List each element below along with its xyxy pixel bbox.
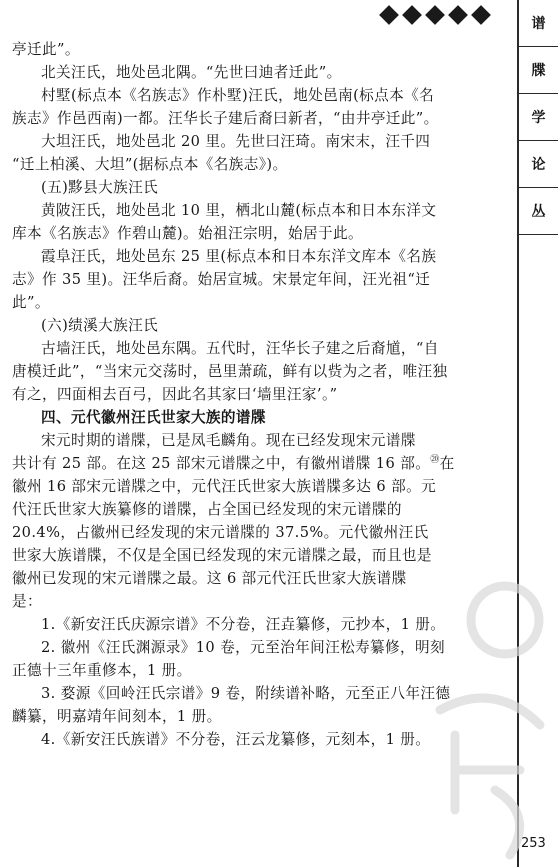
- text-line: [12, 245, 512, 268]
- text-line: [12, 429, 512, 452]
- text-line: [12, 130, 512, 153]
- text-line: [12, 268, 512, 291]
- side-tab-4: 论: [519, 141, 558, 188]
- side-running-title: [519, 0, 558, 235]
- text-line: [12, 84, 512, 107]
- body-text: [12, 38, 512, 751]
- text-line: [12, 314, 512, 337]
- text-line-content: 亭迁此”。: [12, 41, 80, 58]
- text-line: [12, 176, 512, 199]
- text-line-content: 此”。: [12, 294, 50, 311]
- text-line-content: 北关汪氏，地处邑北隅。“先世曰迪者迁此”。: [41, 64, 342, 81]
- text-line: [12, 153, 512, 176]
- text-line-continuation: 在: [439, 455, 455, 472]
- text-line: [12, 498, 512, 521]
- text-line: [12, 613, 512, 636]
- text-line: [12, 360, 512, 383]
- text-line-content: 古墙汪氏，地处邑东隅。五代时，汪华长子建之后裔馗，“自: [41, 340, 439, 357]
- text-line: [12, 61, 512, 84]
- side-tab-2: 牒: [519, 47, 558, 94]
- text-line-content: 3. 婺源《回岭汪氏宗谱》9 卷，附续谱补略，元至正八年汪德: [41, 685, 451, 702]
- header-ornament: [382, 5, 512, 27]
- diamond-icon: [402, 5, 422, 25]
- text-line: [12, 383, 512, 406]
- text-line: [12, 590, 512, 613]
- text-line-content: (六)绩溪大族汪氏: [41, 317, 159, 334]
- text-line: [12, 291, 512, 314]
- page-number: 253: [521, 836, 546, 851]
- diamond-icon: [425, 5, 445, 25]
- text-line-content: 黄陂汪氏，地处邑北 10 里，栖北山麓(标点本和日本东洋文: [41, 202, 437, 219]
- text-line-content: “迁上柏溪、大坦”(据标点本《名族志》)。: [12, 156, 288, 173]
- text-line-content: 徽州 16 部宋元谱牒之中，元代汪氏世家大族谱牒多达 6 部。元: [12, 478, 437, 495]
- text-line-content: (五)黟县大族汪氏: [41, 179, 159, 196]
- text-line: [12, 521, 512, 544]
- text-line: [12, 475, 512, 498]
- text-line-content: 共计有 25 部。在这 25 部宋元谱牒之中，有徽州谱牒 16 部。: [12, 455, 431, 472]
- text-line-content: 正德十三年重修本，1 册。: [12, 662, 192, 679]
- text-line-content: 霞阜汪氏，地处邑东 25 里(标点本和日本东洋文库本《名族: [41, 248, 437, 265]
- text-line: [12, 682, 512, 705]
- text-line: [12, 452, 512, 475]
- text-line-content: 志》作 35 里)。汪华后裔。始居宣城。宋景定年间，汪光祖“迁: [12, 271, 431, 288]
- footnote-marker: ⑳: [430, 455, 440, 466]
- text-line-content: 宋元时期的谱牒，已是凤毛麟角。现在已经发现宋元谱牒: [41, 432, 416, 449]
- diamond-icon: [471, 5, 491, 25]
- text-line-content: 世家大族谱牒，不仅是全国已经发现的宋元谱牒之最，而且也是: [12, 547, 432, 564]
- text-line-content: 有之，四面相去百弓，因此名其家曰‘墙里汪家’。”: [12, 386, 338, 403]
- text-line-content: 唐模迁此”，“当宋元交荡时，邑里萧疏，鲜有以赀为之者，唯汪独: [12, 363, 448, 380]
- text-line-content: 1.《新安汪氏庆源宗谱》不分卷，汪垚纂修，元抄本，1 册。: [41, 616, 446, 633]
- text-line-content: 村墅(标点本《名族志》作朴墅)汪氏，地处邑南(标点本《名: [41, 87, 435, 104]
- text-line: [12, 222, 512, 245]
- text-line: [12, 337, 512, 360]
- text-line: [12, 705, 512, 728]
- text-line: [12, 544, 512, 567]
- text-line-content: 四、元代徽州汪氏世家大族的谱牒: [41, 409, 266, 426]
- text-line-content: 麟纂，明嘉靖年间刻本，1 册。: [12, 708, 222, 725]
- diamond-icon: [448, 5, 468, 25]
- text-line-content: 族志》作邑西南)一都。汪华长子建后裔曰新者，“由井亭迁此”。: [12, 110, 439, 127]
- text-line-content: 20.4%，占徽州已经发现的宋元谱牒的 37.5%。元代徽州汪氏: [12, 524, 429, 541]
- text-line-content: 大坦汪氏，地处邑北 20 里。先世曰汪琦。南宋末，汪千四: [41, 133, 431, 150]
- side-tab-3: 学: [519, 94, 558, 141]
- text-line-content: 4.《新安汪氏族谱》不分卷，汪云龙纂修，元刻本，1 册。: [41, 731, 431, 748]
- text-line-content: 代汪氏世家大族纂修的谱牒，占全国已经发现的宋元谱牒的: [12, 501, 402, 518]
- side-tab-1: 谱: [519, 0, 558, 47]
- text-line: [12, 199, 512, 222]
- text-line: [12, 636, 512, 659]
- text-line: [12, 38, 512, 61]
- text-line: [12, 107, 512, 130]
- text-line: [12, 728, 512, 751]
- side-tab-5: 丛: [519, 188, 558, 235]
- text-line-content: 库本《名族志》作碧山麓)。始祖汪宗明，始居于此。: [12, 225, 363, 242]
- diamond-icon: [379, 5, 399, 25]
- text-line-content: 2. 徽州《汪氏渊源录》10 卷，元至治年间汪松寿纂修，明刻: [41, 639, 446, 656]
- text-line: [12, 659, 512, 682]
- text-line: [12, 567, 512, 590]
- text-line-content: 是：: [12, 593, 42, 610]
- text-line-content: 徽州已发现的宋元谱牒之最。这 6 部元代汪氏世家大族谱牒: [12, 570, 407, 587]
- section-heading: [12, 406, 512, 429]
